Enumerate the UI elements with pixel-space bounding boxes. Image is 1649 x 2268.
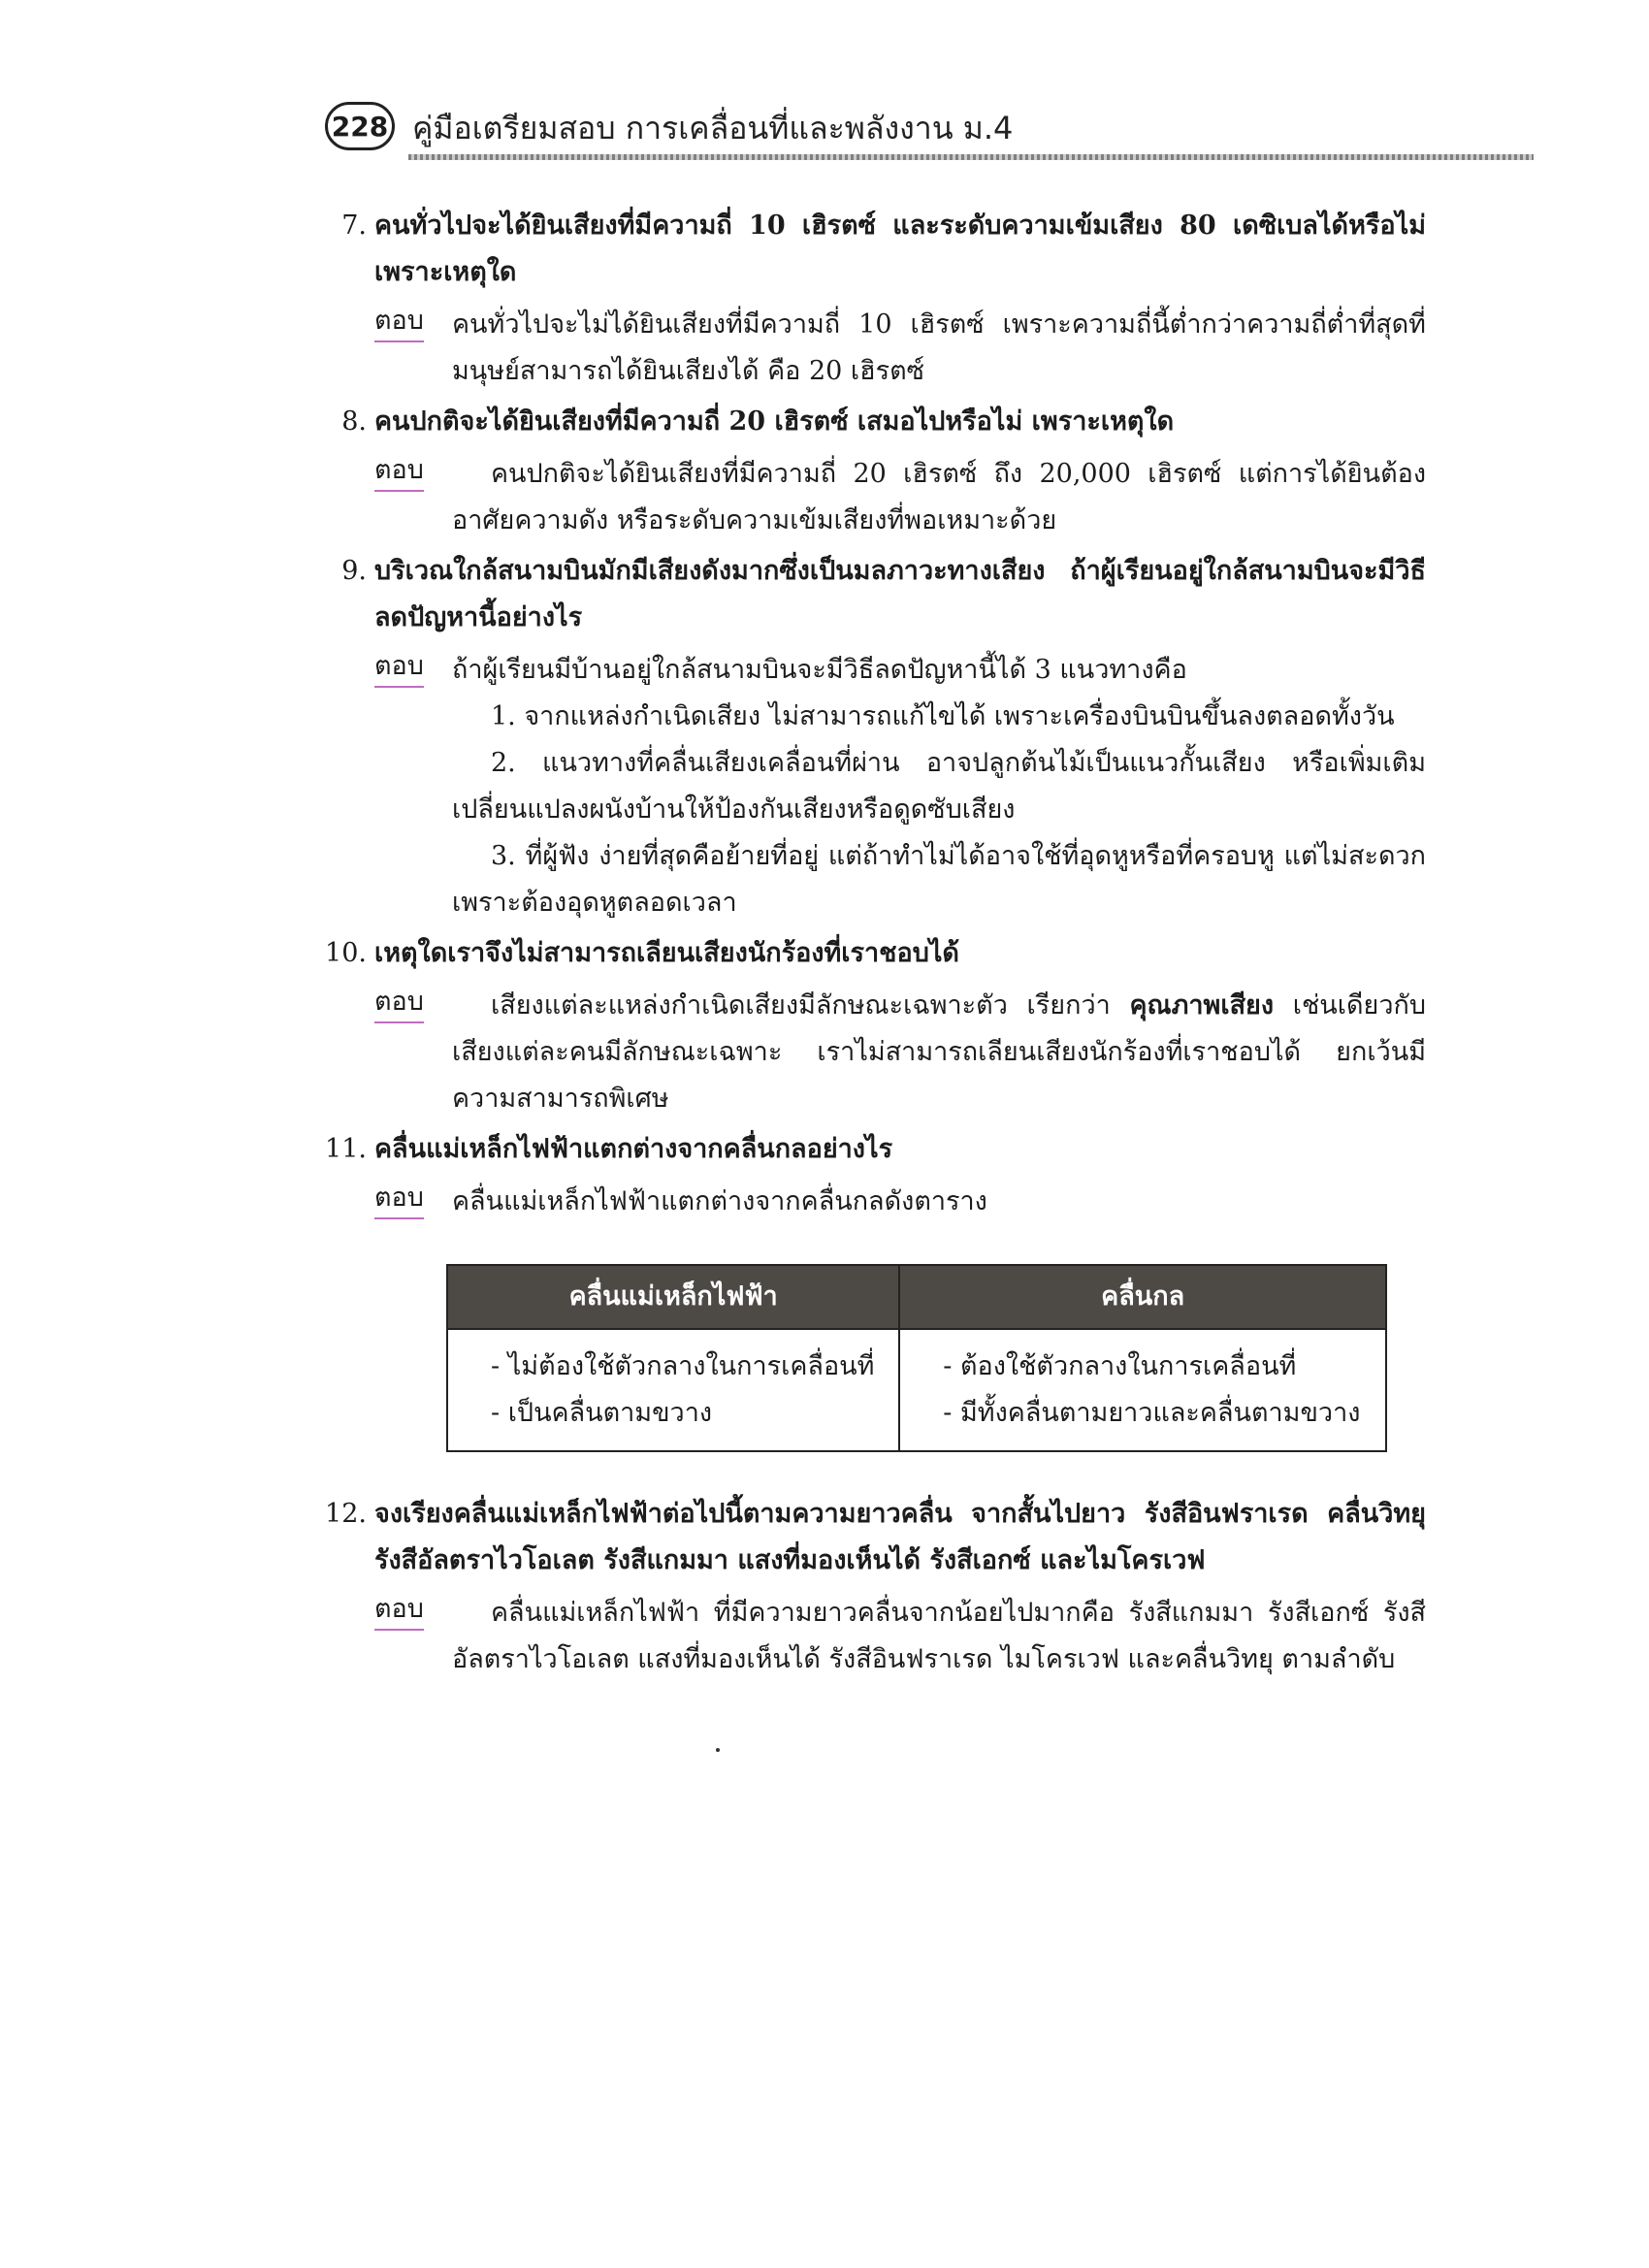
answer-label: ตอบ xyxy=(374,302,424,342)
answer-text-part: เสียงแต่ละแหล่งกำเนิดเสียงมีลักษณะเฉพาะตัว เรียกว่า xyxy=(491,990,1130,1021)
question-number: 9. xyxy=(341,556,367,586)
question-text: จงเรียงคลื่นแม่เหล็กไฟฟ้าต่อไปนี้ตามความยาวคลื่น จากสั้นไปยาว รังสีอินฟราเรด คลื่นวิทยุ รังสีอัลตราไวโอเลต รังสีแกมมา แสงที่มองเห็นได้ รังสีเอกซ์ และไมโครเวฟ xyxy=(374,1499,1426,1575)
question-number: 11. xyxy=(325,1134,367,1164)
key-term: คุณภาพเสียง xyxy=(1129,990,1275,1021)
cell-line: - เป็นคลื่นตามขวาง xyxy=(491,1398,713,1428)
stray-mark xyxy=(716,1748,720,1752)
question-9 xyxy=(320,548,1426,641)
table-cell xyxy=(899,1329,1386,1451)
book-title: คู่มือเตรียมสอบ การเคลื่อนที่และพลังงาน ม.4 xyxy=(412,110,1014,146)
page-content xyxy=(320,199,1426,1683)
answer-text: ถ้าผู้เรียนมีบ้านอยู่ใกล้สนามบินจะมีวิธีลดปัญหานี้ได้ 3 แนวทางคือ xyxy=(452,655,1187,685)
answer-text: คลื่นแม่เหล็กไฟฟ้า ที่มีความยาวคลื่นจากน้อยไปมากคือ รังสีแกมมา รังสีเอกซ์ รังสีอัลตราไวโอเลต แสงที่มองเห็นได้ รังสีอินฟราเรด ไมโครเวฟ และคลื่นวิทยุ ตามลำดับ xyxy=(452,1598,1426,1674)
answer-label: ตอบ xyxy=(374,647,424,688)
question-text: คลื่นแม่เหล็กไฟฟ้าแตกต่างจากคลื่นกลอย่างไร xyxy=(374,1134,893,1164)
answer-10 xyxy=(320,983,1426,1122)
question-number: 7. xyxy=(341,211,367,241)
question-12 xyxy=(320,1491,1426,1584)
answer-9 xyxy=(320,647,1426,694)
question-number: 12. xyxy=(325,1499,367,1529)
table-header: คลื่นกล xyxy=(899,1265,1386,1329)
table-header-row xyxy=(447,1265,1386,1329)
answer-text: คลื่นแม่เหล็กไฟฟ้าแตกต่างจากคลื่นกลดังตาราง xyxy=(452,1186,987,1216)
question-text: เหตุใดเราจึงไม่สามารถเลียนเสียงนักร้องที่เราชอบได้ xyxy=(374,938,959,968)
answer-text: คนทั่วไปจะไม่ได้ยินเสียงที่มีความถี่ 10 เฮิรตซ์ เพราะความถี่นี้ต่ำกว่าความถี่ต่ำที่สุดที่มนุษย์สามารถได้ยินเสียงได้ คือ 20 เฮิรตซ์ xyxy=(452,309,1426,386)
question-7 xyxy=(320,203,1426,296)
answer-label: ตอบ xyxy=(374,1179,424,1219)
table-cell xyxy=(447,1329,899,1451)
question-11 xyxy=(320,1126,1426,1173)
question-text: คนทั่วไปจะได้ยินเสียงที่มีความถี่ 10 เฮิรตซ์ และระดับความเข้มเสียง 80 เดซิเบลได้หรือไม่ เพราะเหตุใด xyxy=(374,211,1426,287)
table-header: คลื่นแม่เหล็กไฟฟ้า xyxy=(447,1265,899,1329)
question-8 xyxy=(320,399,1426,445)
cell-line: - มีทั้งคลื่นตามยาวและคลื่นตามขวาง xyxy=(943,1398,1361,1428)
answer-text: คนปกติจะได้ยินเสียงที่มีความถี่ 20 เฮิรตซ์ ถึง 20,000 เฮิรตซ์ แต่การได้ยินต้องอาศัยความดัง หรือระดับความเข้มเสียงที่พอเหมาะด้วย xyxy=(452,459,1426,535)
table-row xyxy=(447,1329,1386,1451)
answer-label: ตอบ xyxy=(374,1590,424,1631)
answer-9-item-3: 3. ที่ผู้ฟัง ง่ายที่สุดคือย้ายที่อยู่ แต่ถ้าทำไม่ได้อาจใช้ที่อุดหูหรือที่ครอบหู แต่ไม่สะดวกเพราะต้องอุดหูตลอดเวลา xyxy=(452,841,1426,918)
cell-line: - ต้องใช้ตัวกลางในการเคลื่อนที่ xyxy=(943,1351,1297,1381)
answer-11 xyxy=(320,1179,1426,1225)
question-number: 10. xyxy=(325,938,367,968)
header-rule xyxy=(408,154,1534,160)
cell-line: - ไม่ต้องใช้ตัวกลางในการเคลื่อนที่ xyxy=(491,1351,875,1381)
answer-7 xyxy=(320,302,1426,395)
comparison-table xyxy=(446,1264,1387,1452)
question-text: คนปกติจะได้ยินเสียงที่มีความถี่ 20 เฮิรตซ์ เสมอไปหรือไม่ เพราะเหตุใด xyxy=(374,406,1175,437)
page-header xyxy=(325,100,1537,158)
answer-8 xyxy=(320,451,1426,544)
comparison-table-wrap xyxy=(446,1264,1387,1452)
answer-9-item-2: 2. แนวทางที่คลื่นเสียงเคลื่อนที่ผ่าน อาจปลูกต้นไม้เป็นแนวกั้นเสียง หรือเพิ่มเติมเปลี่ยนแปลงผนังบ้านให้ป้องกันเสียงหรือดูดซับเสียง xyxy=(452,748,1426,825)
answer-label: ตอบ xyxy=(374,983,424,1023)
question-text: บริเวณใกล้สนามบินมักมีเสียงดังมากซึ่งเป็นมลภาวะทางเสียง ถ้าผู้เรียนอยู่ใกล้สนามบินจะมีวิธีลดปัญหานี้อย่างไร xyxy=(374,556,1426,632)
page-number-badge: 228 xyxy=(325,102,395,150)
answer-9-item-1: 1. จากแหล่งกำเนิดเสียง ไม่สามารถแก้ไขได้ เพราะเครื่องบินบินขึ้นลงตลอดทั้งวัน xyxy=(491,701,1395,731)
question-number: 8. xyxy=(341,406,367,437)
question-10 xyxy=(320,930,1426,977)
answer-label: ตอบ xyxy=(374,451,424,492)
answer-text xyxy=(452,983,1426,1122)
answer-12 xyxy=(320,1590,1426,1683)
answer-text-part: เช่นเดียวกับเสียงแต่ละคนมีลักษณะเฉพาะ เราไม่สามารถเลียนเสียงนักร้องที่เราชอบได้ ยกเว้นมีความสามารถพิเศษ xyxy=(452,990,1426,1114)
